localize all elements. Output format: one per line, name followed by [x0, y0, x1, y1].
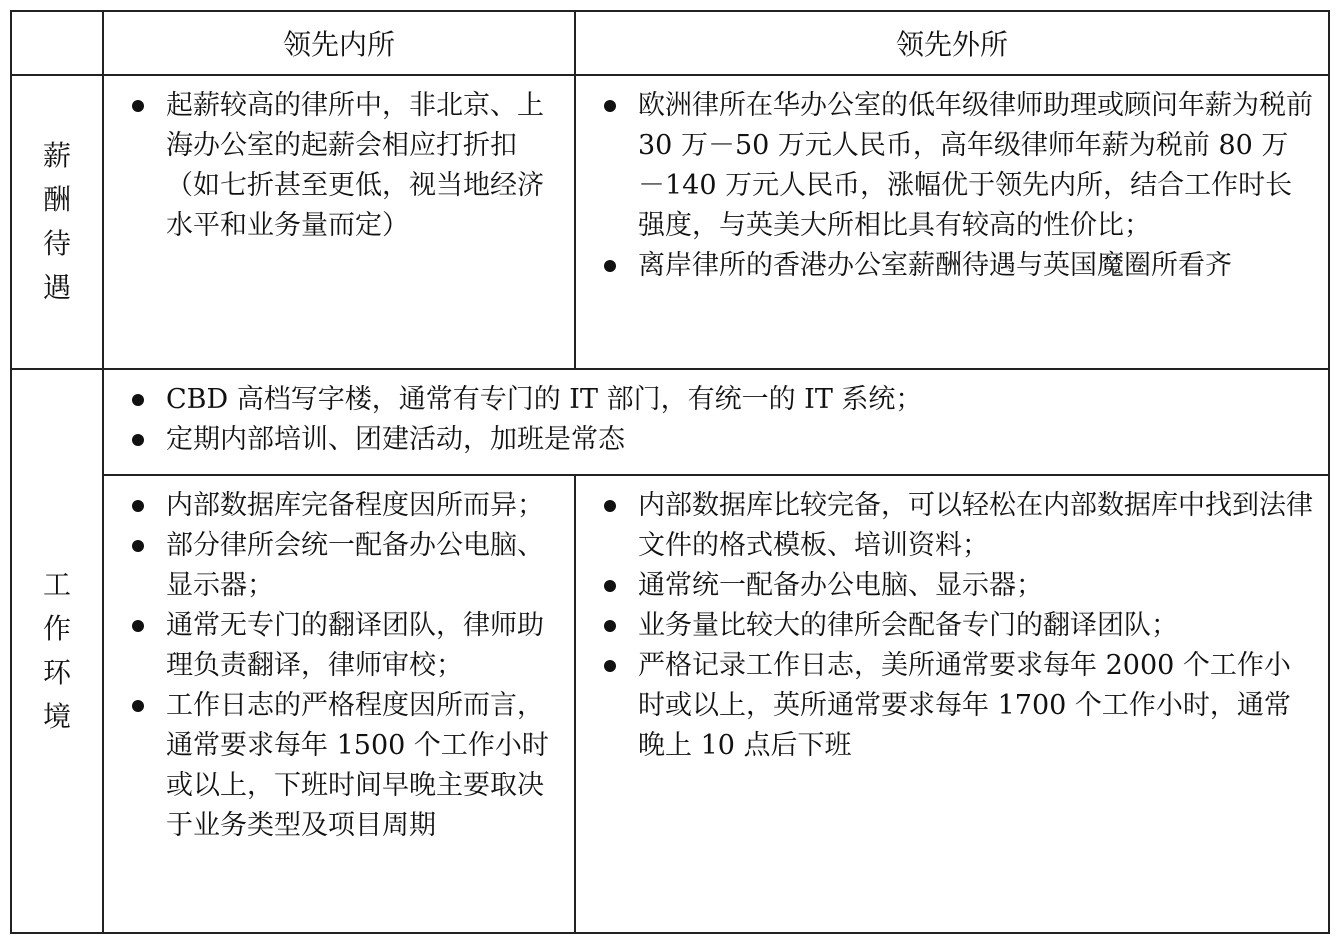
corner-cell: [11, 11, 103, 75]
work-env-shared-row: [11, 369, 1329, 475]
salary-domestic-cell: [103, 75, 575, 369]
list-item: 通常无专门的翻译团队，律师助理负责翻译，律师审校；: [130, 606, 562, 686]
salary-row: [11, 75, 1329, 369]
label-char: 环: [42, 656, 71, 689]
work-env-row-label: [11, 369, 103, 933]
salary-foreign-cell: [575, 75, 1329, 369]
list-item: 定期内部培训、团建活动，加班是常态: [130, 420, 1314, 460]
label-char: 工: [42, 568, 71, 601]
label-char: 境: [42, 700, 71, 733]
label-char: 酬: [42, 183, 71, 216]
header-domestic: 领先内所: [103, 11, 575, 75]
comparison-table: [10, 10, 1330, 934]
list-item: 严格记录工作日志，美所通常要求每年 2000 个工作小时或以上，英所通常要求每年 1700 个工作小时，通常晚上 10 点后下班: [602, 646, 1314, 766]
list-item: 起薪较高的律所中，非北京、上海办公室的起薪会相应打折扣（如七折甚至更低，视当地经济水平和业务量而定）: [130, 86, 562, 246]
label-char: 作: [42, 612, 71, 645]
list-item: CBD 高档写字楼，通常有专门的 IT 部门，有统一的 IT 系统；: [130, 380, 1314, 420]
label-char: 待: [42, 227, 71, 260]
list-item: 内部数据库完备程度因所而异；: [130, 486, 562, 526]
header-row: [11, 11, 1329, 75]
work-env-foreign-cell: [575, 475, 1329, 933]
list-item: 欧洲律所在华办公室的低年级律师助理或顾问年薪为税前 30 万－50 万元人民币，高年级律师年薪为税前 80 万－140 万元人民币，涨幅优于领先内所，结合工作时长强度，与英美大所相比具有较高的性价比；: [602, 86, 1314, 246]
label-char: 遇: [42, 271, 71, 304]
list-item: 部分律所会统一配备办公电脑、显示器；: [130, 526, 562, 606]
work-env-domestic-cell: [103, 475, 575, 933]
salary-row-label: [11, 75, 103, 369]
list-item: 离岸律所的香港办公室薪酬待遇与英国魔圈所看齐: [602, 246, 1314, 286]
list-item: 内部数据库比较完备，可以轻松在内部数据库中找到法律文件的格式模板、培训资料；: [602, 486, 1314, 566]
header-foreign: 领先外所: [575, 11, 1329, 75]
work-env-detail-row: [11, 475, 1329, 933]
label-char: 薪: [42, 139, 71, 172]
list-item: 工作日志的严格程度因所而言，通常要求每年 1500 个工作小时或以上，下班时间早晚主要取决于业务类型及项目周期: [130, 686, 562, 846]
work-env-shared-cell: [103, 369, 1329, 475]
list-item: 业务量比较大的律所会配备专门的翻译团队；: [602, 606, 1314, 646]
list-item: 通常统一配备办公电脑、显示器；: [602, 566, 1314, 606]
